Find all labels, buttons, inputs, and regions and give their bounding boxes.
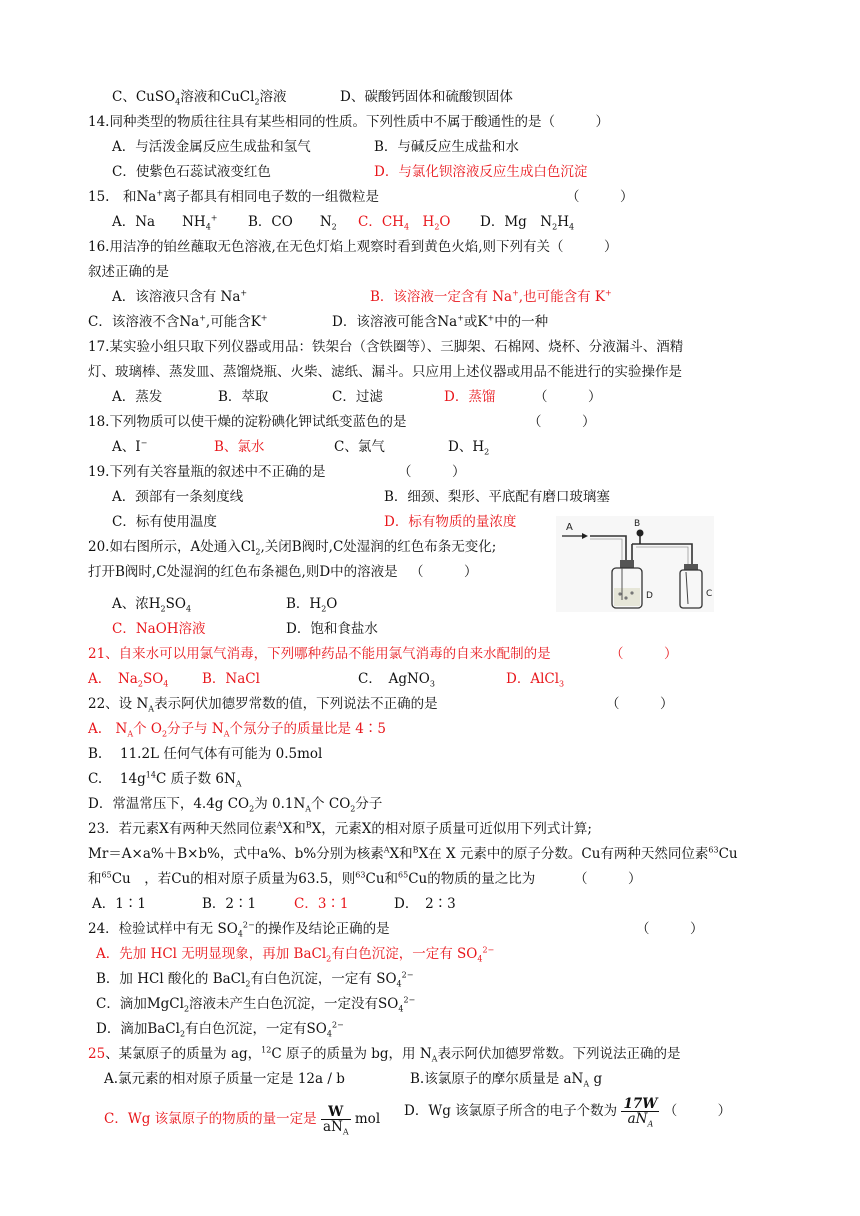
q18-option-d: D、$H_2$ <box>448 439 490 457</box>
q15-option-b: B．CO $N_2$ <box>248 214 337 232</box>
q23-option-a: A．1∶1 <box>92 896 146 912</box>
q22-option-d: D．常温常压下，4.4g $CO_2$为 $0.1N_A$个 $CO_2$分子 <box>88 796 383 814</box>
q23-line-3: 和$^{65}$Cu ，若Cu的相对原子质量为63.5，则$^{63}$Cu和$^{65}$Cu的物质的量之比为 <box>88 870 536 887</box>
q20-stem-cont: 打开B阀时,C处湿润的红色布条褪色,则D中的溶液是 <box>88 564 398 580</box>
q23-option-b: B．2∶1 <box>202 896 257 912</box>
q24-option-a: A．先加 HCl 无明显现象，再加 BaCl$_2$有白色沉淀，一定有 $SO_4^{2-}$ <box>96 945 495 964</box>
q20-option-d: D．饱和食盐水 <box>286 621 378 637</box>
q24-paren: （ ） <box>636 921 704 937</box>
q25-option-d: D．Wg 该氯原子所含的电子个数为 $\frac{17W}{aN_A}$ （ ） <box>404 1096 732 1129</box>
q17-paren: （ ） <box>534 389 602 405</box>
q22-paren: （ ） <box>606 696 674 712</box>
q14-option-c: C．使紫色石蕊试液变红色 <box>112 164 271 180</box>
q24-option-c: C．滴加MgCl$_2$溶液未产生白色沉淀，一定没有$SO_4^{2-}$ <box>96 995 416 1014</box>
q14-option-b: B．与碱反应生成盐和水 <box>374 139 519 155</box>
q21-paren: （ ） <box>610 646 678 662</box>
q16-option-c: C．该溶液不含Na+,可能含K+ <box>88 313 268 330</box>
q18-option-b: B、氯水 <box>214 439 265 455</box>
q13-option-c: C、CuSO$_4$溶液和CuCl$_2$溶液 <box>112 89 287 107</box>
q23-line-1: 23．若元素X有两种天然同位素$^A$X和$^B$X，元素X的相对原子质量可近似用下列式计算; <box>88 820 592 837</box>
q16-option-a: A．该溶液只含有 Na+ <box>112 288 248 305</box>
q16-option-d: D．该溶液可能含Na+或K+中的一种 <box>332 313 549 330</box>
figure-label-c: C <box>706 589 713 599</box>
q21-stem: 21、自来水可以用氯气消毒，下列哪种药品不能用氯气消毒的自来水配制的是 <box>88 646 551 662</box>
q20-option-c: C．NaOH溶液 <box>112 621 206 637</box>
figure-label-b: B <box>634 519 641 529</box>
q19-paren: （ ） <box>398 464 466 480</box>
q17-stem: 17.某实验小组只取下列仪器或用品：铁架台（含铁圈等）、三脚架、石棉网、烧杯、分液漏斗、酒精 <box>88 339 684 355</box>
q23-paren: （ ） <box>574 871 642 887</box>
q22-option-b: B. 11.2L 任何气体有可能为 0.5mol <box>88 746 323 762</box>
q17-option-d: D．蒸馏 <box>444 389 496 405</box>
q13-option-d: D、碳酸钙固体和硫酸钡固体 <box>340 89 513 105</box>
q21-option-b: B．NaCl <box>202 671 260 687</box>
q15-stem: 15. 和Na+离子都具有相同电子数的一组微粒是 <box>88 188 380 205</box>
q16-option-b: B．该溶液一定含有 Na+,也可能含有 K+ <box>370 288 612 305</box>
q23-option-d: D． 2∶3 <box>394 896 456 912</box>
q17-option-c: C．过滤 <box>332 389 383 405</box>
q15-option-c: C．$CH_4$ $H_2O$ <box>358 214 451 232</box>
q19-option-a: A．颈部有一条刻度线 <box>112 489 244 505</box>
figure-label-d: D <box>646 591 653 601</box>
q19-option-d: D．标有物质的量浓度 <box>384 514 517 530</box>
q19-option-b: B．细颈、梨形、平底配有磨口玻璃塞 <box>384 489 610 505</box>
q18-stem: 18.下列物质可以使干燥的淀粉碘化钾试纸变蓝色的是 <box>88 414 407 430</box>
q22-option-c: C. $14g^{14}C$ 质子数 $6N_A$ <box>88 770 242 789</box>
gas-apparatus-figure <box>556 516 714 612</box>
q15-option-d: D．Mg $N_2H_4$ <box>480 214 575 232</box>
q21-option-d: D．AlCl$_3$ <box>506 671 565 689</box>
q18-paren: （ ） <box>528 414 596 430</box>
q19-stem: 19.下列有关容量瓶的叙述中不正确的是 <box>88 464 326 480</box>
q22-stem: 22、设 $N_A$表示阿伏加德罗常数的值，下列说法不正确的是 <box>88 696 438 714</box>
q20-stem: 20.如右图所示，A处通入$Cl_2$,关闭B阀时,C处湿润的红色布条无变化; <box>88 539 497 557</box>
q15-paren: （ ） <box>566 189 634 205</box>
q21-option-a: A． $Na_2SO_4$ <box>88 671 169 689</box>
q25-d-fraction: $\frac{17W}{aN_A}$ <box>623 1096 658 1129</box>
q25-option-a: A.氯元素的相对原子质量一定是 12a / b <box>104 1071 345 1087</box>
q19-option-c: C．标有使用温度 <box>112 514 217 530</box>
figure-label-a: A <box>566 522 573 533</box>
q25-option-b: B.该氯原子的摩尔质量是 $aN_A$ g <box>410 1071 603 1089</box>
q21-option-c: C． AgNO$_3$ <box>358 671 435 689</box>
q23-line-2: Mr＝A×a%＋B×b%，式中a%、b%分别为核素$^A$X和$^B$X在 X 元素中的原子分数。Cu有两种天然同位素$^{63}$Cu <box>88 845 738 862</box>
q25-option-c: C．Wg 该氯原子的物质的量一定是 $\frac{W}{aN_A}$ mol <box>104 1104 381 1137</box>
q20-paren: （ ） <box>410 564 478 580</box>
q15-option-a: A．Na $NH_4^+$ <box>112 213 218 232</box>
q25-c-fraction: $\frac{W}{aN_A}$ <box>322 1104 349 1137</box>
q20-option-a: A、浓$H_2SO_4$ <box>112 596 192 614</box>
q24-option-b: B．加 HCl 酸化的 BaCl$_2$有白色沉淀，一定有 $SO_4^{2-}$ <box>96 970 414 989</box>
q20-option-b: B．$H_2O$ <box>286 596 338 614</box>
q18-option-c: C、氯气 <box>334 439 385 455</box>
q17-option-b: B．萃取 <box>218 389 269 405</box>
q24-stem: 24．检验试样中有无 $SO_4^{2-}$的操作及结论正确的是 <box>88 920 390 939</box>
q22-option-a: A. $N_A$个 $O_2$分子与 $N_A$个氖分子的质量比是 4∶5 <box>88 721 386 739</box>
q14-stem: 14.同种类型的物质往往具有某些相同的性质。下列性质中不属于酸通性的是（ ） <box>88 114 609 130</box>
q23-option-c: C．3∶1 <box>294 896 349 912</box>
q17-option-a: A．蒸发 <box>112 389 163 405</box>
q16-stem: 16.用洁净的铂丝蘸取无色溶液,在无色灯焰上观察时看到黄色火焰,则下列有关（ ） <box>88 239 618 255</box>
q14-option-a: A．与活泼金属反应生成盐和氢气 <box>112 139 311 155</box>
q18-option-a: A、I− <box>112 438 148 455</box>
q17-stem-cont: 灯、玻璃棒、蒸发皿、蒸馏烧瓶、火柴、滤纸、漏斗。只应用上述仪器或用品不能进行的实验操作是 <box>88 364 682 380</box>
valve-b <box>637 530 644 537</box>
q14-option-d: D．与氯化钡溶液反应生成白色沉淀 <box>374 164 588 180</box>
q24-option-d: D．滴加BaCl$_2$有白色沉淀，一定有$SO_4^{2-}$ <box>96 1020 344 1039</box>
q25-stem: 25、某氯原子的质量为 ag，$^{12}$C 原子的质量为 bg，用 $N_A$表示阿伏加德罗常数。下列说法正确的是 <box>88 1045 681 1064</box>
q16-stem-cont: 叙述正确的是 <box>88 264 169 280</box>
